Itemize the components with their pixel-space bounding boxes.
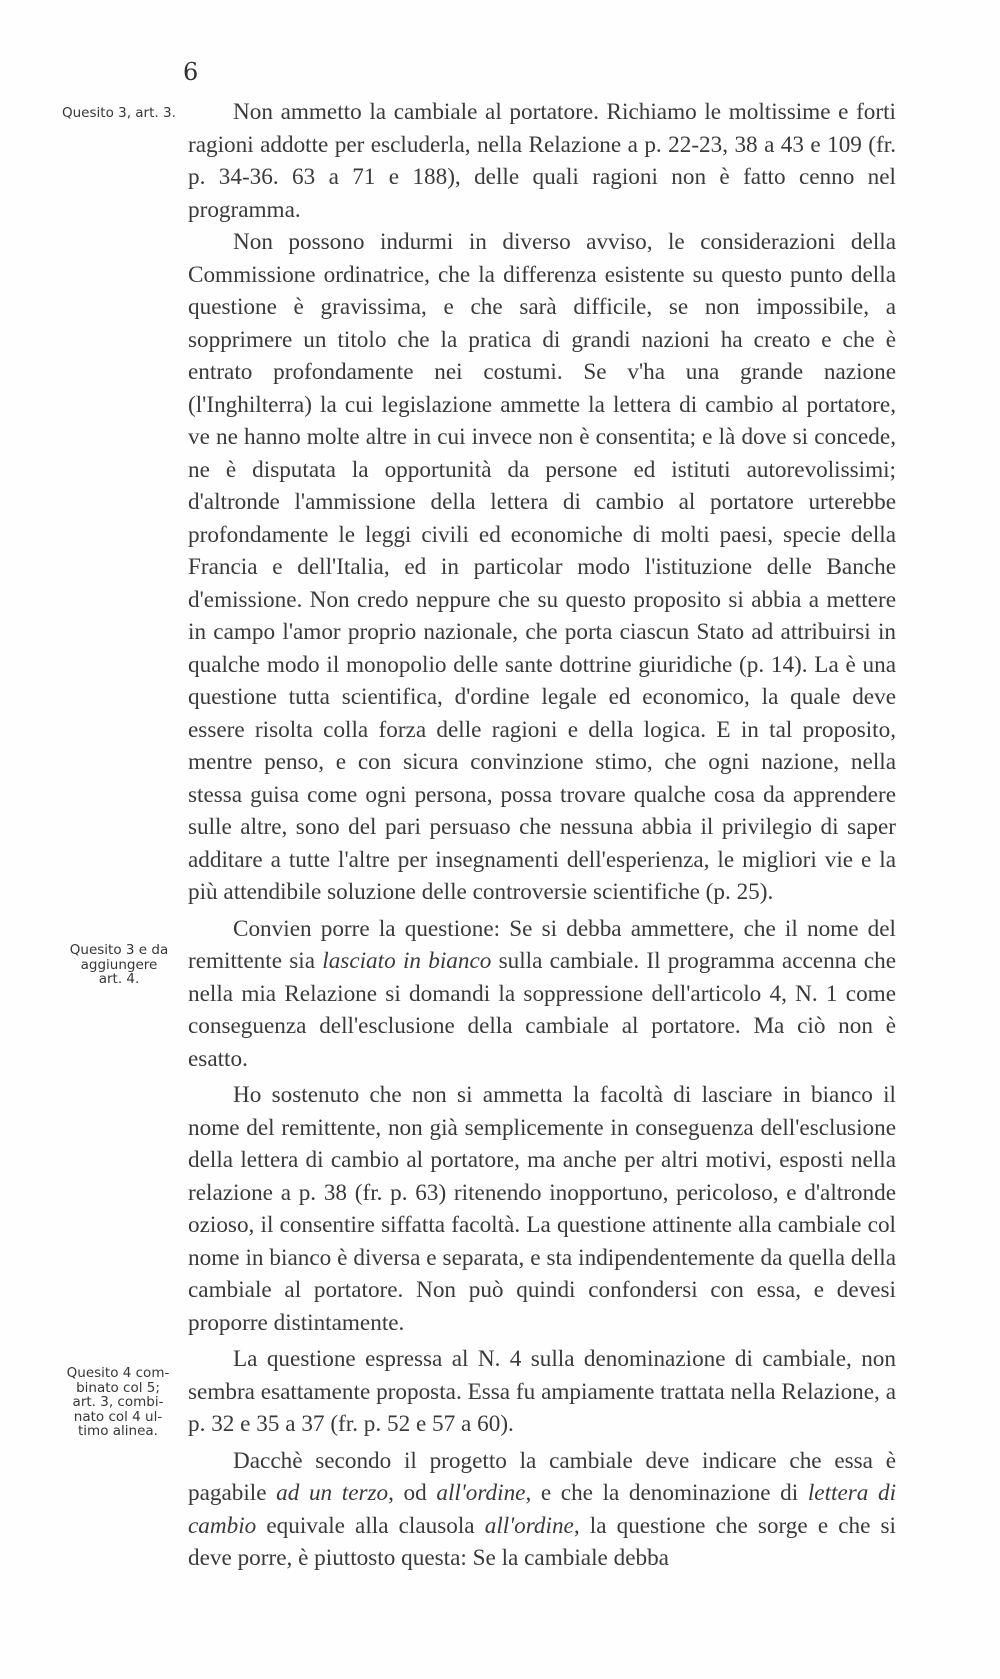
body-text [188, 96, 896, 1575]
paragraph [188, 1343, 896, 1441]
italic-text-run: all'ordine [484, 1512, 574, 1539]
text-run: Ho sostenuto che non si ammetta la facoltà di lasciare in bianco il nome del remittente, non già semplicemente in conseguenza dell'esclusione della lettera di cambio al portatore, ma anche per altri motivi, esposti nella relazione a p. 38 (fr. p. 63) ritenendo inopportuno, pericoloso, e d'altronde ozioso, il consentire siffatta facoltà. La questione attinente alla cambiale col nome in bianco è diversa e separata, e sta indipendentemente da quella della cambiale al portatore. Non può quindi confondersi con essa, e devesi proporre distintamente. [188, 1082, 896, 1336]
paragraph [188, 1079, 896, 1339]
text-run: , la questione che sorge e che si deve porre, è piuttosto questa: Se la cambiale debba [188, 1512, 896, 1571]
italic-text-run: ad un terzo [276, 1480, 389, 1506]
paragraph [188, 913, 896, 1076]
text-run: equivale alla clausola [256, 1512, 485, 1539]
text-run: Non possono indurmi in diverso avviso, le considerazioni della Commissione ordinatrice, che la differenza esistente su questo punto della questione è gravissima, e che sarà difficile, se non impossibile, a sopprimere un titolo che la pratica di grandi nazioni ha creato e che è entrato profondamente nei costumi. Se v'ha una grande nazione (l'Inghilterra) la cui legislazione ammette la lettera di cambio al portatore, ve ne hanno molte altre in cui invece non è consentita; e là dove si concede, ne è disputata la opportunità da persone ed istituti autorevolissimi; d'altronde l'ammissione della lettera di cambio al portatore urterebbe profondamente le leggi civili ed economiche di molti paesi, specie della Francia e dell'Italia, ed in particolar modo l'istituzione delle Banche d'emissione. Non credo neppure che su questo proposito si abbia a mettere in campo l'amor proprio nazionale, che porta ciascun Stato ad attribuirsi in qualche modo il monopolio delle sante dottrine giuridiche (p. 14). La è una questione tutta scientifica, d'ordine legale ed economico, la quale deve essere risolta colla forza delle ragioni e della logica. E in tal proposito, mentre penso, e con sicura convinzione stimo, che ogni nazione, nella stessa guisa come ogni persona, possa trovare qualche cosa da apprendere sulle altre, sono del pari persuaso che nessuna abbia il privilegio di saper additare a tutte l'altre per insegnamenti dell'esperienza, le migliori vie e la più attendibile soluzione delle controversie scientifiche (p. 25). [188, 229, 896, 905]
text-run: , od [388, 1480, 437, 1506]
italic-text-run: lasciato in bianco [322, 948, 492, 974]
margin-note-quesito-3-art-4: Quesito 3 e da aggiungere art. 4. [69, 942, 169, 987]
page-number: 6 [183, 58, 199, 86]
margin-note-quesito-4: Quesito 4 com- binato col 5; art. 3, combi- nato col 4 ul- timo alinea. [66, 1365, 170, 1439]
text-run: La questione espressa al N. 4 sulla denominazione di cambiale, non sembra esattamente proposta. Essa fu ampiamente trattata nella Relazione, a p. 32 e 35 a 37 (fr. p. 52 e 57 a 60). [188, 1346, 896, 1437]
text-run: Non ammetto la cambiale al portatore. Richiamo le moltissime e forti ragioni addotte per escluderla, nella Relazione a p. 22-23, 38 a 43 e 109 (fr. p. 34-36. 63 a 71 e 188), delle quali ragioni non è fatto cenno nel programma. [188, 99, 896, 223]
text-run: Convien porre la questione: Se si debba ammettere, che il nome del remittente sia [188, 915, 896, 974]
italic-text-run: all'ordine [436, 1480, 526, 1506]
text-run: , e che la denominazione di [525, 1480, 808, 1506]
text-run: Dacchè secondo il progetto la cambiale deve indicare che essa è pagabile [188, 1447, 896, 1506]
paragraph [188, 1445, 896, 1575]
paragraph [188, 96, 896, 226]
margin-note-quesito-3: Quesito 3, art. 3. [62, 105, 176, 121]
paragraph [188, 226, 896, 909]
text-run: sulla cambiale. Il programma accenna che nella mia Relazione si domandi la soppressione dell'articolo 4, N. 1 come conseguenza dell'esclusione della cambiale al portatore. Ma ciò non è esatto. [188, 948, 896, 1072]
italic-text-run: lettera di cambio [188, 1480, 897, 1539]
